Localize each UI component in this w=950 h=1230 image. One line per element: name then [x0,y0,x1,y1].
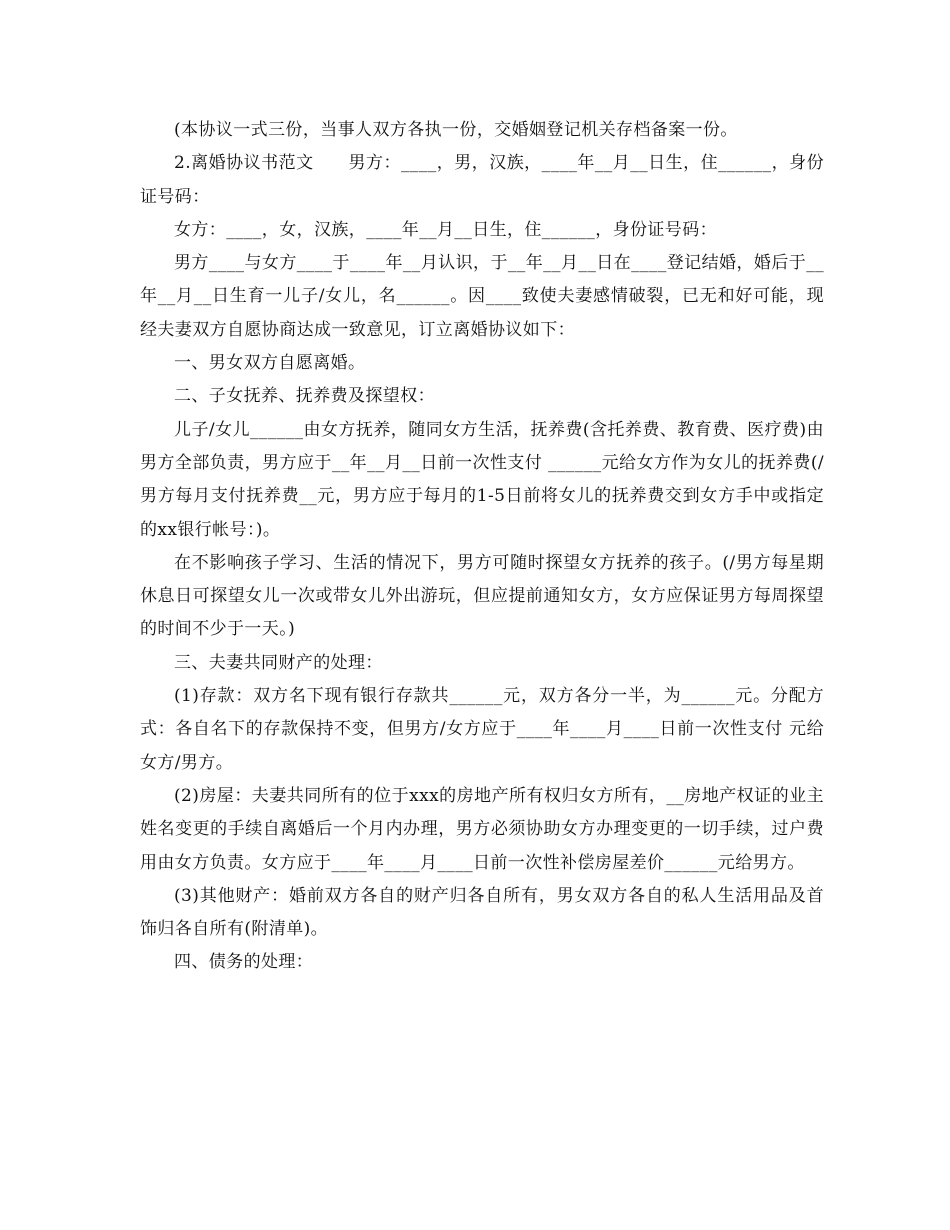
paragraph-house: (2)房屋：夫妻共同所有的位于xxx的房地产所有权归女方所有，__房地产权证的业主姓名变更的手续自离婚后一个月内办理，男方必须协助女方办理变更的一切手续，过户费用由女方负责。女方应于____年____月____日前一次性补偿房屋差价______元给男方。 [140,785,824,873]
paragraph-clause-3-heading: 三、夫妻共同财产的处理： [174,652,383,673]
paragraph-wife: 女方：____，女，汉族，____年__月__日生，住______，身份证号码： [174,219,717,240]
paragraph-visitation: 在不影响孩子学习、生活的情况下，男方可随时探望女方抚养的孩子。(/男方每星期休息日可探望女儿一次或带女儿外出游玩，但应提前通知女方，女方应保证男方每周探望的时间不少于一天。) [140,552,824,640]
paragraph-marriage-background: 男方____与女方____于____年__月认识，于__年__月__日在____登记结婚，婚后于__年__月__日生育一儿子/女儿，名______。因____致使夫妻感情破裂，已无和好可能，现经夫妻双方自愿协商达成一致意见，订立离婚协议如下： [140,253,824,340]
paragraph-clause-2-heading: 二、子女抚养、抚养费及探望权： [174,386,435,407]
paragraph-deposits: (1)存款：双方名下现有银行存款共______元，双方各分一半，为______元。分配方式：各自名下的存款保持不变，但男方/女方应于____年____月____日前一次性支付 元给女方/男方。 [140,686,824,773]
paragraph-clause-1: 一、男女双方自愿离婚。 [174,353,366,374]
paragraph-other-property: (3)其他财产：婚前双方各自的财产归各自所有，男女双方各自的私人生活用品及首饰归各自所有(附清单)。 [140,885,824,940]
paragraph-child-support: 儿子/女儿______由女方抚养，随同女方生活，抚养费(含托养费、教育费、医疗费)由男方全部负责，男方应于__年__月__日前一次性支付 ______元给女方作为女儿的抚养费(/男方每月支付抚养费__元，男方应于每月的1-5日前将女儿的抚养费交到女方手中或指定的xx银行帐号：)。 [140,419,824,540]
document-body [140,114,824,980]
paragraph-copies-note: (本协议一式三份，当事人双方各执一份，交婚姻登记机关存档备案一份。 [174,120,738,140]
paragraph-clause-4-heading: 四、债务的处理： [174,952,314,973]
paragraph-title-husband: 2.离婚协议书范文 男方：____，男，汉族，____年__月__日生，住______，身份证号码： [140,153,824,207]
